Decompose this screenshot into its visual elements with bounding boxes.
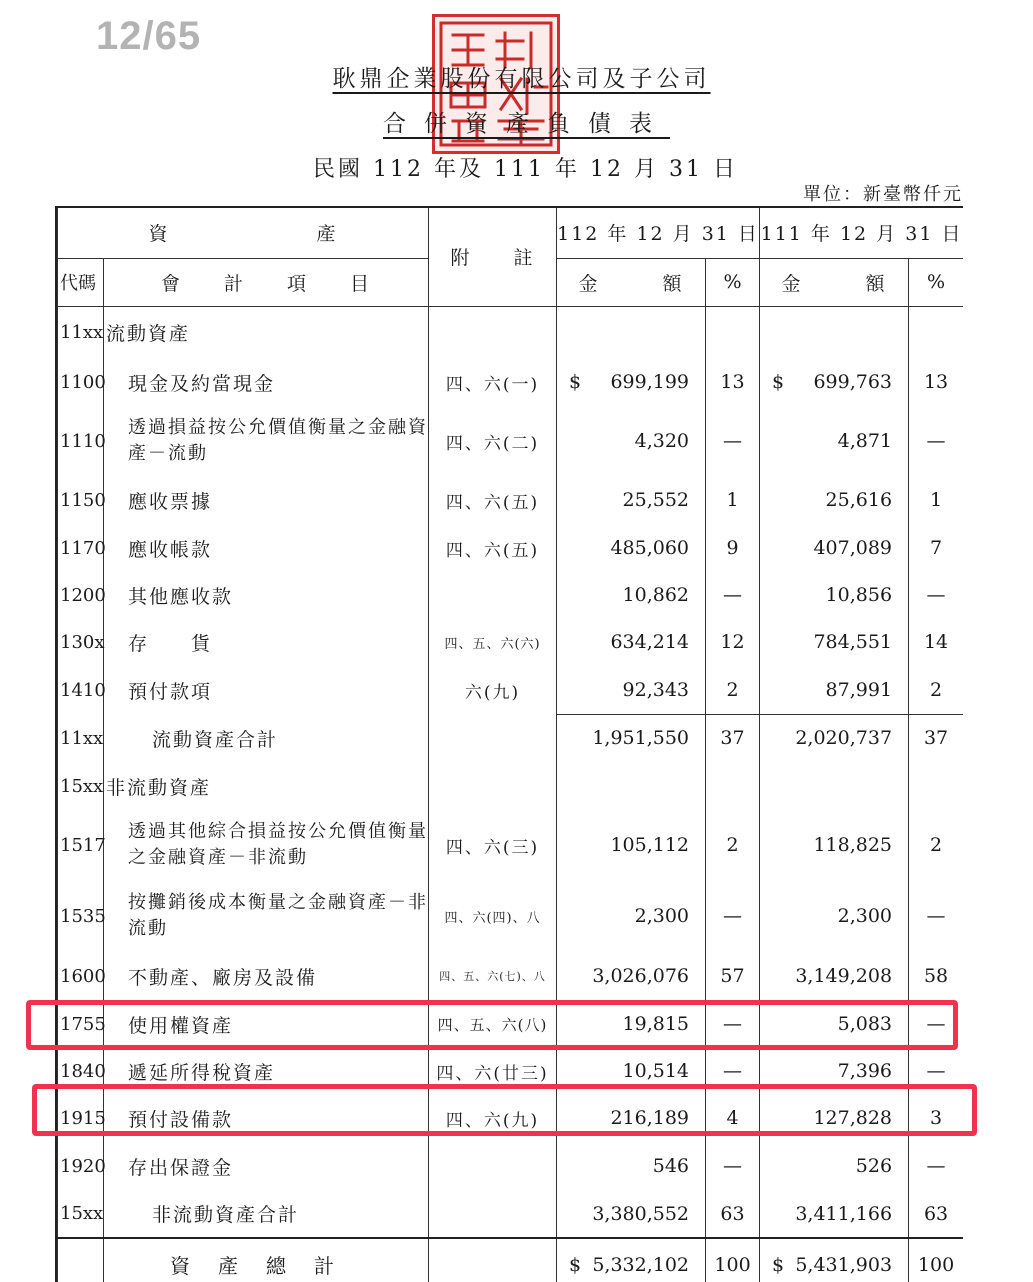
subtotal-row xyxy=(58,1190,964,1238)
row-percent-current: 12 xyxy=(706,618,760,666)
currency-unit: 單位：新臺幣仟元 xyxy=(803,184,963,205)
grand-total-label: 資產總計 xyxy=(104,1238,429,1282)
table-row xyxy=(58,1142,964,1190)
header-percent-current: % xyxy=(706,258,760,306)
section-label: 流動資產 xyxy=(104,306,429,358)
row-note xyxy=(429,1142,557,1190)
row-note: 四、六(九) xyxy=(429,1094,557,1142)
row-code: 1150 xyxy=(58,476,104,524)
currency-symbol: $ xyxy=(772,371,785,393)
statement-period: 民國 112 年及 111 年 12 月 31 日 xyxy=(313,157,738,182)
row-code: 1840 xyxy=(58,1048,104,1094)
row-code: 1200 xyxy=(58,572,104,618)
table-row xyxy=(58,666,964,714)
subtotal-row xyxy=(58,714,964,762)
row-amount-current: 1,951,550 xyxy=(557,714,706,762)
row-percent-prior: 7 xyxy=(909,524,963,572)
row-percent-current: 2 xyxy=(706,666,760,714)
row-code: 1410 xyxy=(58,666,104,714)
row-amount-prior: 784,551 xyxy=(760,618,909,666)
header-assets: 資 產 xyxy=(58,208,429,258)
row-percent-prior: 14 xyxy=(909,618,963,666)
row-code: 15xx xyxy=(58,1190,104,1238)
row-percent-current: 4 xyxy=(706,1094,760,1142)
row-item: 透過其他綜合損益按公允價值衡量之金融資產－非流動 xyxy=(104,810,429,880)
row-code: 11xx xyxy=(58,714,104,762)
row-amount-current: $ 699,199 xyxy=(557,358,706,406)
table-row xyxy=(58,880,964,952)
row-note: 四、五、六(六) xyxy=(429,618,557,666)
row-percent-current: 37 xyxy=(706,714,760,762)
row-amount-prior: 2,020,737 xyxy=(760,714,909,762)
table-row-highlighted xyxy=(58,1000,964,1048)
table-row xyxy=(58,476,964,524)
row-percent-prior: — xyxy=(909,1000,963,1048)
table-row-highlighted xyxy=(58,1094,964,1142)
row-code: 1600 xyxy=(58,952,104,1000)
row-percent-current: — xyxy=(706,880,760,952)
row-amount-prior: 3,411,166 xyxy=(760,1190,909,1238)
row-amount-current: 25,552 xyxy=(557,476,706,524)
row-amount-prior: 4,871 xyxy=(760,406,909,476)
row-note: 四、六(五) xyxy=(429,524,557,572)
row-code: 1920 xyxy=(58,1142,104,1190)
row-amount-prior: $ 5,431,903 xyxy=(760,1238,909,1282)
row-percent-prior: 2 xyxy=(909,810,963,880)
page-indicator: 12/65 xyxy=(96,14,202,58)
row-percent-prior: — xyxy=(909,880,963,952)
row-amount-current: 634,214 xyxy=(557,618,706,666)
row-code: 1517 xyxy=(58,810,104,880)
row-percent-prior: 58 xyxy=(909,952,963,1000)
row-amount-prior: 407,089 xyxy=(760,524,909,572)
row-percent-current: 1 xyxy=(706,476,760,524)
row-code: 1110 xyxy=(58,406,104,476)
row-amount-current: 10,514 xyxy=(557,1048,706,1094)
row-item: 應收票據 xyxy=(104,476,429,524)
row-percent-prior: — xyxy=(909,572,963,618)
row-amount-current: 2,300 xyxy=(557,880,706,952)
grand-total-row xyxy=(58,1238,964,1282)
section-row xyxy=(58,762,964,810)
row-percent-current: — xyxy=(706,572,760,618)
row-percent-prior: 63 xyxy=(909,1190,963,1238)
row-note: 四、六(三) xyxy=(429,810,557,880)
row-amount-prior: $ 699,763 xyxy=(760,358,909,406)
row-amount-prior: 25,616 xyxy=(760,476,909,524)
statement-title: 合併資產負債表 xyxy=(383,111,670,137)
row-item: 遞延所得稅資產 xyxy=(104,1048,429,1094)
row-note xyxy=(429,572,557,618)
row-note: 四、五、六(七)、八 xyxy=(429,952,557,1000)
row-code: 1535 xyxy=(58,880,104,952)
row-amount-prior: 10,856 xyxy=(760,572,909,618)
row-item: 預付款項 xyxy=(104,666,429,714)
row-amount-current: 19,815 xyxy=(557,1000,706,1048)
row-percent-current: — xyxy=(706,1048,760,1094)
row-amount-current: 546 xyxy=(557,1142,706,1190)
row-note: 四、六(二) xyxy=(429,406,557,476)
row-percent-current: 2 xyxy=(706,810,760,880)
row-code: 1170 xyxy=(58,524,104,572)
row-item: 使用權資產 xyxy=(104,1000,429,1048)
header-period-prior: 111 年 12 月 31 日 xyxy=(760,208,963,258)
row-note: 四、六(廿三) xyxy=(429,1048,557,1094)
row-percent-current: 63 xyxy=(706,1190,760,1238)
row-item: 非流動資產合計 xyxy=(104,1190,429,1238)
row-item: 流動資產合計 xyxy=(104,714,429,762)
row-amount-prior: 7,396 xyxy=(760,1048,909,1094)
row-percent-current: — xyxy=(706,1142,760,1190)
currency-symbol: $ xyxy=(569,371,582,393)
row-percent-prior: — xyxy=(909,1142,963,1190)
row-note: 四、六(四)、八 xyxy=(429,880,557,952)
row-note: 四、六(一) xyxy=(429,358,557,406)
currency-symbol: $ xyxy=(569,1253,582,1276)
row-amount-prior: 3,149,208 xyxy=(760,952,909,1000)
row-code: 130x xyxy=(58,618,104,666)
row-percent-prior: 2 xyxy=(909,666,963,714)
section-label: 非流動資產 xyxy=(104,762,429,810)
row-amount-prior: 5,083 xyxy=(760,1000,909,1048)
row-percent-current: 13 xyxy=(706,358,760,406)
row-percent-prior: 13 xyxy=(909,358,963,406)
row-note: 四、五、六(八) xyxy=(429,1000,557,1048)
row-percent-prior: 37 xyxy=(909,714,963,762)
row-amount-prior: 118,825 xyxy=(760,810,909,880)
table-row xyxy=(58,524,964,572)
row-percent-prior: — xyxy=(909,406,963,476)
row-item: 透過損益按公允價值衡量之金融資產－流動 xyxy=(104,406,429,476)
header-code: 代碼 xyxy=(58,258,104,306)
section-code: 11xx xyxy=(58,306,104,358)
statement-title-block xyxy=(0,60,1033,183)
row-note: 四、六(五) xyxy=(429,476,557,524)
table-row xyxy=(58,810,964,880)
row-percent-current: 57 xyxy=(706,952,760,1000)
table-row xyxy=(58,618,964,666)
row-amount-prior: 2,300 xyxy=(760,880,909,952)
row-percent-prior: 3 xyxy=(909,1094,963,1142)
row-item: 預付設備款 xyxy=(104,1094,429,1142)
section-row xyxy=(58,306,964,358)
header-account: 會 計 項 目 xyxy=(104,258,429,306)
table-row xyxy=(58,952,964,1000)
row-amount-current: 10,862 xyxy=(557,572,706,618)
row-amount-current: 92,343 xyxy=(557,666,706,714)
row-percent-prior: 100 xyxy=(909,1238,963,1282)
row-amount-current: 105,112 xyxy=(557,810,706,880)
row-item: 存出保證金 xyxy=(104,1142,429,1190)
row-item: 其他應收款 xyxy=(104,572,429,618)
row-amount-current: 4,320 xyxy=(557,406,706,476)
table-row xyxy=(58,406,964,476)
header-percent-prior: % xyxy=(909,258,963,306)
currency-symbol: $ xyxy=(772,1253,785,1276)
row-percent-current: — xyxy=(706,406,760,476)
company-name: 耿鼎企業股份有限公司及子公司 xyxy=(332,66,711,92)
row-code: 1755 xyxy=(58,1000,104,1048)
row-item: 應收帳款 xyxy=(104,524,429,572)
row-amount-current: 485,060 xyxy=(557,524,706,572)
row-amount-current: 216,189 xyxy=(557,1094,706,1142)
table-row xyxy=(58,572,964,618)
table-row xyxy=(58,358,964,406)
row-amount-current: 3,026,076 xyxy=(557,952,706,1000)
row-percent-prior: 1 xyxy=(909,476,963,524)
row-note: 六(九) xyxy=(429,666,557,714)
row-item: 不動產、廠房及設備 xyxy=(104,952,429,1000)
header-note: 附 註 xyxy=(429,208,557,306)
header-amount-current: 金 額 xyxy=(557,258,706,306)
row-item: 存 貨 xyxy=(104,618,429,666)
row-amount-current: 3,380,552 xyxy=(557,1190,706,1238)
row-percent-current: 9 xyxy=(706,524,760,572)
section-code: 15xx xyxy=(58,762,104,810)
row-amount-prior: 87,991 xyxy=(760,666,909,714)
row-percent-current: 100 xyxy=(706,1238,760,1282)
row-code: 1915 xyxy=(58,1094,104,1142)
row-item: 現金及約當現金 xyxy=(104,358,429,406)
header-period-current: 112 年 12 月 31 日 xyxy=(557,208,760,258)
balance-sheet-table xyxy=(55,206,963,1282)
row-amount-current: $ 5,332,102 xyxy=(557,1238,706,1282)
header-amount-prior: 金 額 xyxy=(760,258,909,306)
row-percent-prior: — xyxy=(909,1048,963,1094)
row-amount-prior: 127,828 xyxy=(760,1094,909,1142)
table-row xyxy=(58,1048,964,1094)
row-code: 1100 xyxy=(58,358,104,406)
row-percent-current: — xyxy=(706,1000,760,1048)
row-amount-prior: 526 xyxy=(760,1142,909,1190)
row-item: 按攤銷後成本衡量之金融資產－非流動 xyxy=(104,880,429,952)
